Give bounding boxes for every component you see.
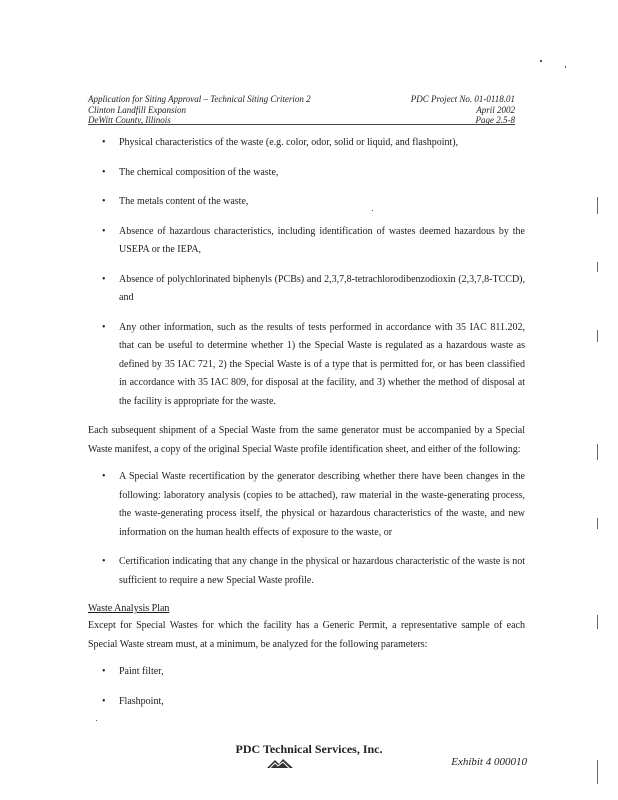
section-heading: Waste Analysis Plan bbox=[88, 603, 170, 614]
paragraph-waste-analysis: Except for Special Wastes for which the facility has a Generic Permit, a representative sample of each Special Waste stream must, at a minimum, be analyzed for the following parameters: bbox=[88, 620, 525, 650]
header-location: DeWitt County, Illinois bbox=[88, 115, 171, 125]
list-item-text: Physical characteristics of the waste (e.g. color, odor, solid or liquid, and flashpoint), bbox=[119, 137, 459, 148]
bullet-icon: • bbox=[102, 273, 106, 285]
bullet-icon: • bbox=[102, 321, 106, 333]
scan-edge-mark bbox=[597, 615, 598, 629]
scan-speck bbox=[96, 720, 97, 721]
bullet-icon: • bbox=[102, 695, 106, 707]
header-left bbox=[88, 94, 311, 126]
scan-edge-mark bbox=[597, 760, 598, 784]
bullet-icon: • bbox=[102, 666, 106, 677]
list-item-text: Certification indicating that any change in the physical or hazardous characteristic of the waste is not sufficient to require a new Special Waste profile. bbox=[119, 556, 525, 586]
bullet-icon: • bbox=[102, 166, 106, 178]
bullet-icon: • bbox=[102, 196, 106, 207]
list-item-text: The metals content of the waste, bbox=[119, 196, 249, 207]
header-page-number: Page 2.5-8 bbox=[475, 115, 515, 125]
list-item-text: Any other information, such as the results of tests performed in accordance with 35 IAC 811.202, that can be useful to determine whether 1) the Special Waste is regulated as a hazardous waste as defined by 35 IAC 721, 2) the Special Waste is of a type that is permitted for, or has been classified in accordance with 35 IAC 809, for disposal at the facility, and 3) whether the method of disposal at the facility is appropriate for the waste. bbox=[119, 321, 525, 407]
paragraph-subsequent-shipment: Each subsequent shipment of a Special Waste from the same generator must be accompanied by a Special Waste manifest, a copy of the original Special Waste profile identification sheet, and either of the following: bbox=[88, 425, 525, 455]
list-item-text: A Special Waste recertification by the generator describing whether there have been changes in the following: laboratory analysis (copies to be attached), raw material in the waste-generating process, the waste-generating process itself, the physical or hazardous characteristics of the waste, and new information on the human health effects of exposure to the waste, or bbox=[119, 471, 525, 538]
list-item bbox=[88, 223, 525, 260]
header-project-name: Clinton Landfill Expansion bbox=[88, 104, 187, 115]
bullet-icon: • bbox=[102, 471, 106, 482]
page-body bbox=[88, 134, 525, 722]
list-item bbox=[88, 319, 525, 412]
list-item bbox=[88, 553, 525, 590]
scan-speck bbox=[372, 210, 373, 211]
bullet-icon: • bbox=[102, 556, 106, 567]
scan-edge-mark bbox=[597, 444, 598, 460]
list-item-text: Absence of hazardous characteristics, including identification of wastes deemed hazardous by the USEPA or the IEPA, bbox=[119, 225, 525, 255]
list-item-text: The chemical composition of the waste, bbox=[119, 166, 279, 178]
list-item bbox=[88, 164, 525, 183]
bullet-icon: • bbox=[102, 225, 106, 237]
list-item bbox=[88, 468, 525, 542]
scan-speck bbox=[540, 60, 542, 62]
exhibit-stamp: Exhibit 4 000010 bbox=[451, 756, 527, 768]
list-item-text: Flashpoint, bbox=[119, 695, 164, 707]
list-item bbox=[88, 271, 525, 308]
scan-edge-mark bbox=[597, 330, 598, 342]
header-right bbox=[411, 94, 515, 126]
scan-edge-mark bbox=[597, 518, 598, 529]
header-divider bbox=[88, 124, 515, 125]
scan-edge-mark bbox=[597, 262, 598, 272]
scan-speck bbox=[565, 66, 566, 68]
header-document-title: Application for Siting Approval – Technical Siting Criterion 2 bbox=[88, 94, 311, 104]
scan-edge-mark bbox=[597, 197, 598, 214]
list-item bbox=[88, 193, 525, 212]
header-project-number: PDC Project No. 01-0118.01 bbox=[410, 94, 515, 104]
footer-company-name: PDC Technical Services, Inc. bbox=[235, 742, 383, 756]
list-item bbox=[88, 663, 525, 682]
list-item-text: Paint filter, bbox=[119, 666, 164, 677]
list-item bbox=[88, 134, 525, 153]
list-item-text: Absence of polychlorinated biphenyls (PCBs) and 2,3,7,8-tetrachlorodibenzodioxin (2,3,7,8-TCCD), and bbox=[119, 273, 525, 303]
header-date: April 2002 bbox=[476, 104, 515, 115]
list-item bbox=[88, 693, 525, 712]
bullet-icon: • bbox=[102, 137, 106, 148]
company-logo-icon bbox=[266, 757, 294, 769]
